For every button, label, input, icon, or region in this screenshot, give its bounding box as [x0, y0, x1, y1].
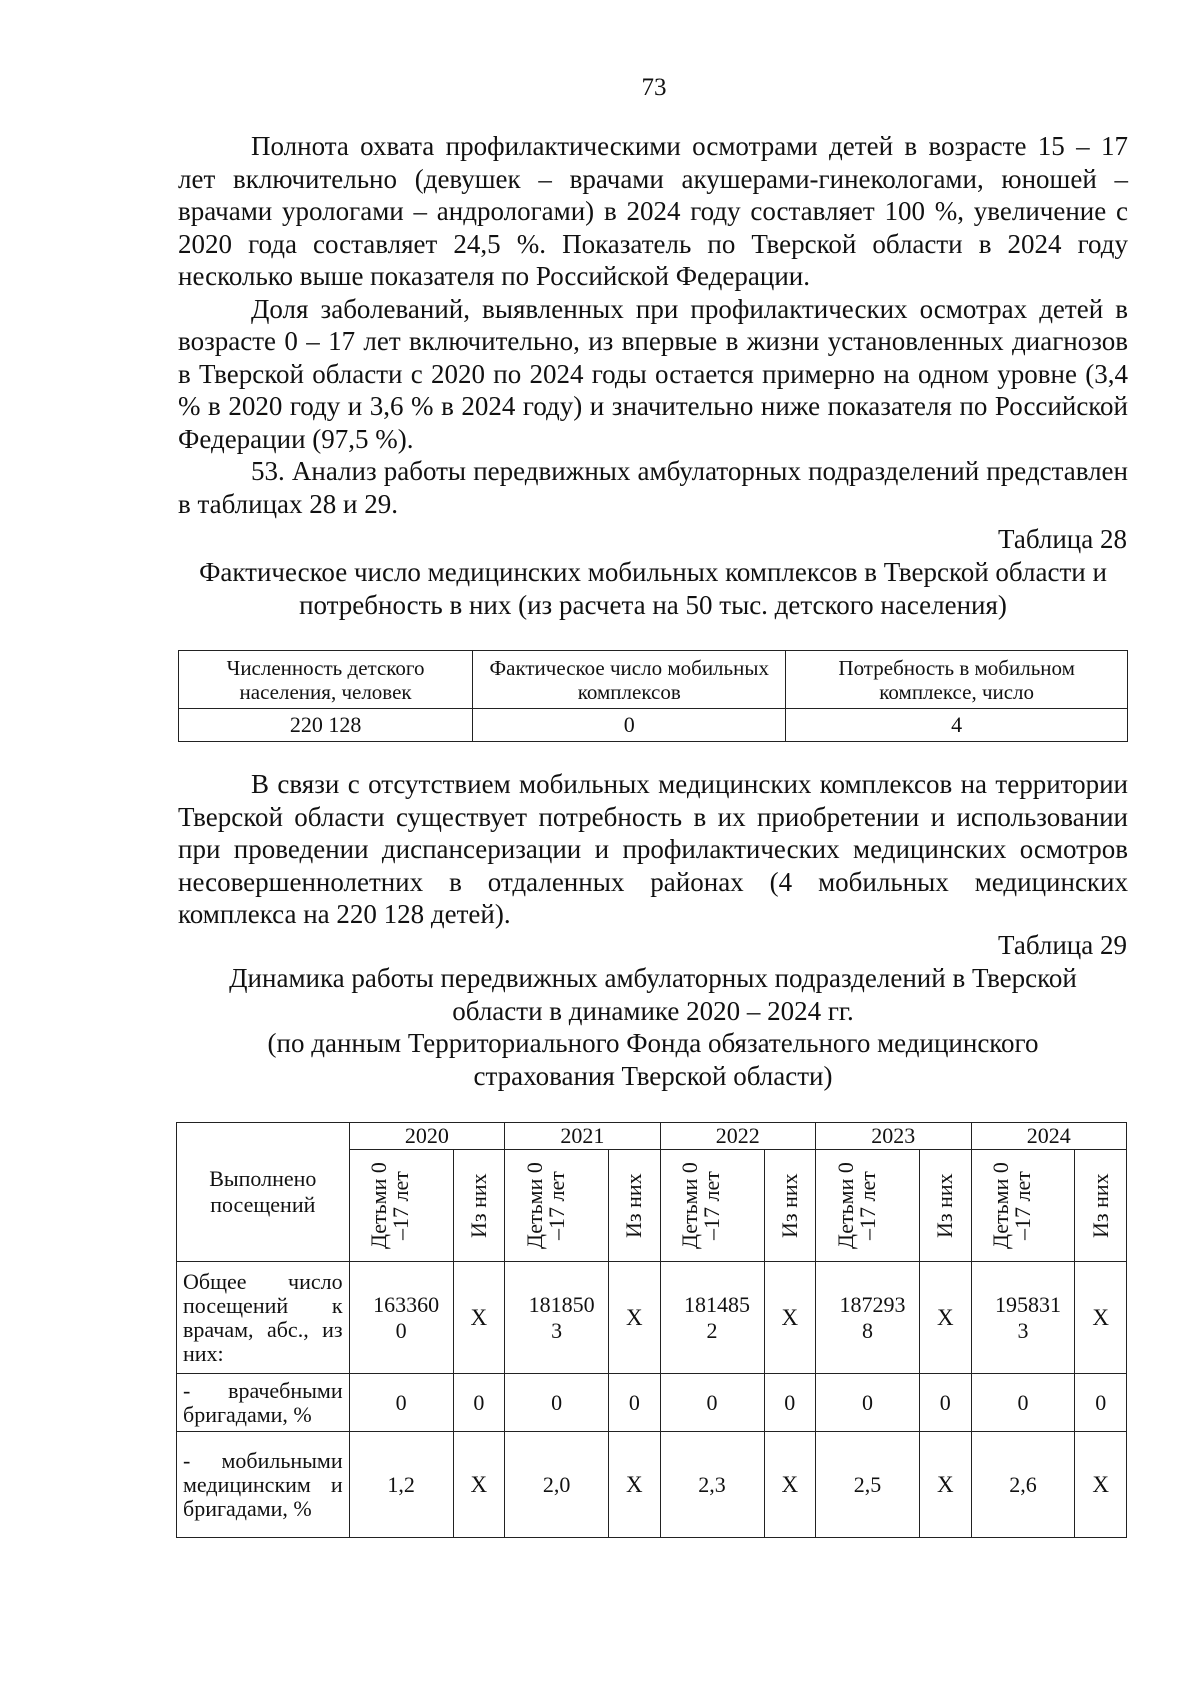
table-cell: 0	[660, 1374, 764, 1432]
cell-value: 187293 8	[839, 1291, 906, 1343]
subheader-cell	[609, 1150, 660, 1262]
table-cell	[349, 1262, 453, 1374]
paragraph: В связи с отсутствием мобильных медицинских комплексов на территории Тверской области существует потребность в их приобретении и использовании при проведении диспансеризации и профилактических медицинских осмотров несовершеннолетних в отдаленных районах (4 мобильных медицинских комплекса на 220 128 детей).	[178, 769, 1128, 929]
subheader-of-them: Из них	[465, 1173, 491, 1238]
cell-value: 181485 2	[684, 1291, 751, 1343]
table-row	[177, 1262, 1127, 1374]
table-cell	[971, 1262, 1075, 1374]
table-cell: X	[453, 1432, 504, 1538]
table28	[178, 650, 1128, 742]
table-cell: 1,2	[349, 1432, 453, 1538]
table-cell	[816, 1262, 920, 1374]
table-cell: 4	[786, 709, 1128, 742]
subheader-cell	[816, 1150, 920, 1262]
paragraph: Доля заболеваний, выявленных при профилактических осмотрах детей в возрасте 0 – 17 лет включительно, из впервые в жизни установленных диагнозов в Тверской области с 2020 по 2024 годы остается примерно на одном уровне (3,4 % в 2020 году и 3,6 % в 2024 году) и значительно ниже показателя по Российской Федерации (97,5 %).	[178, 293, 1128, 454]
subheader-children: Детьми 0 –17 лет	[521, 1162, 569, 1249]
table-cell: X	[453, 1262, 504, 1374]
table-cell: 0	[453, 1374, 504, 1432]
table-cell: 0	[609, 1374, 660, 1432]
subheader-of-them: Из них	[776, 1173, 802, 1238]
table-cell: 2,3	[660, 1432, 764, 1538]
cell-value: 195831 3	[994, 1291, 1061, 1343]
body-text-2	[178, 768, 1128, 931]
subheader-children: Детьми 0 –17 лет	[987, 1162, 1035, 1249]
table29-label: Таблица 29	[998, 930, 1127, 960]
table-cell	[660, 1262, 764, 1374]
table29	[176, 1122, 1127, 1538]
row-label: - мобильными медицинским и бригадами, %	[177, 1432, 350, 1538]
table-cell: X	[1075, 1262, 1127, 1374]
table-cell: X	[609, 1262, 660, 1374]
table-header-cell: Потребность в мобильном комплексе, число	[786, 651, 1128, 709]
table-cell: 0	[816, 1374, 920, 1432]
table28-caption: Фактическое число медицинских мобильных комплексов в Тверской области и потребность в них (из расчета на 50 тыс. детского населения)	[199, 557, 1107, 620]
paragraph: 53. Анализ работы передвижных амбулаторных подразделений представлен в таблицах 28 и 29.	[178, 456, 1128, 519]
subheader-of-them: Из них	[932, 1173, 958, 1238]
table-cell: X	[1075, 1432, 1127, 1538]
table-cell: 0	[920, 1374, 971, 1432]
year-header: 2022	[660, 1123, 815, 1150]
table-header-cell: Численность детского населения, человек	[179, 651, 473, 709]
table-cell: 220 128	[179, 709, 473, 742]
table-cell: X	[609, 1432, 660, 1538]
subheader-of-them: Из них	[1087, 1173, 1113, 1238]
table-cell: 2,5	[816, 1432, 920, 1538]
table-row	[177, 1432, 1127, 1538]
subheader-of-them: Из них	[621, 1173, 647, 1238]
year-header: 2021	[505, 1123, 660, 1150]
table-cell: X	[920, 1432, 971, 1538]
table-header-row	[177, 1123, 1127, 1150]
subheader-cell	[349, 1150, 453, 1262]
table-cell: X	[920, 1262, 971, 1374]
table-cell: 2,6	[971, 1432, 1075, 1538]
table-header-row	[179, 651, 1128, 709]
corner-header: Выполнено посещений	[177, 1123, 350, 1262]
table-cell: X	[764, 1262, 815, 1374]
table-cell: 0	[971, 1374, 1075, 1432]
subheader-cell	[505, 1150, 609, 1262]
table28-label: Таблица 28	[998, 524, 1127, 554]
table-cell: 0	[1075, 1374, 1127, 1432]
intro-text	[178, 130, 1128, 520]
table-header-cell: Фактическое число мобильных комплексов	[473, 651, 786, 709]
table-cell: 0	[764, 1374, 815, 1432]
subheader-cell	[1075, 1150, 1127, 1262]
subheader-cell	[660, 1150, 764, 1262]
subheader-children: Детьми 0 –17 лет	[677, 1162, 725, 1249]
caption-line: Динамика работы передвижных амбулаторных подразделений в Тверской области в динамике 2020 – 2024 гг.	[229, 963, 1077, 1026]
caption-line: (по данным Территориального Фонда обязательного медицинского страхования Тверской области)	[267, 1028, 1039, 1091]
subheader-cell	[764, 1150, 815, 1262]
table-row	[179, 709, 1128, 742]
table-row	[177, 1374, 1127, 1432]
table-cell	[505, 1262, 609, 1374]
subheader-cell	[971, 1150, 1075, 1262]
subheader-children: Детьми 0 –17 лет	[366, 1162, 414, 1249]
table-cell: 2,0	[505, 1432, 609, 1538]
subheader-cell	[920, 1150, 971, 1262]
table-cell: 0	[505, 1374, 609, 1432]
table29-caption	[178, 962, 1128, 1092]
row-label: - врачебными бригадами, %	[177, 1374, 350, 1432]
cell-value: 181850 3	[528, 1291, 595, 1343]
table-cell: 0	[349, 1374, 453, 1432]
subheader-cell	[453, 1150, 504, 1262]
year-header: 2020	[349, 1123, 504, 1150]
paragraph: Полнота охвата профилактическими осмотрами детей в возрасте 15 – 17 лет включительно (девушек – врачами акушерами-гинекологами, юношей – врачами урологами – андрологами) в 2024 году составляет 100 %, увеличение с 2020 года составляет 24,5 %. Показатель по Тверской области в 2024 году несколько выше показателя по Российской Федерации.	[178, 131, 1128, 291]
row-label: Общее число посещений к врачам, абс., из них:	[177, 1262, 350, 1374]
year-header: 2023	[816, 1123, 971, 1150]
page-number: 73	[641, 74, 667, 101]
year-header: 2024	[971, 1123, 1127, 1150]
cell-value: 163360 0	[373, 1291, 440, 1343]
table-cell: X	[764, 1432, 815, 1538]
table-cell: 0	[473, 709, 786, 742]
subheader-children: Детьми 0 –17 лет	[832, 1162, 880, 1249]
